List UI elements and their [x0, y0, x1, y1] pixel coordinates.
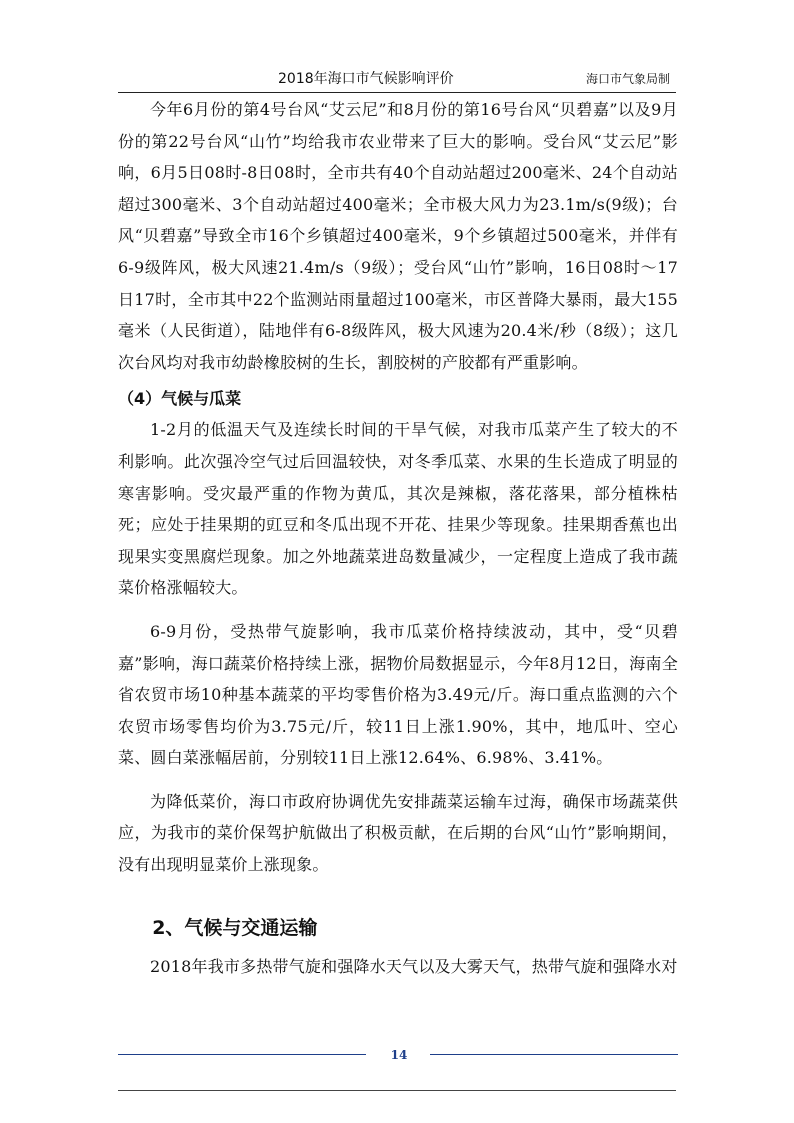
- subheading-climate-vegetables: （4）气候与瓜菜: [118, 389, 242, 409]
- paragraph-cold-drought-impact: 1-2月的低温天气及连续长时间的干旱气候，对我市瓜菜产生了较大的不利影响。此次强冷空气过后回温较快，对冬季瓜菜、水果的生长造成了明显的寒害影响。受灾最严重的作物为黄瓜，其次是辣椒，落花落果，部分植株枯死；应处于挂果期的豇豆和冬瓜出现不开花、挂果少等现象。挂果期香蕉也出现果实变黑腐烂现象。加之外地蔬菜进岛数量减少，一定程度上造成了我市蔬菜价格涨幅较大。: [118, 420, 678, 598]
- header-organization: 海口市气象局制: [585, 72, 670, 86]
- paragraph-typhoon-impact: 今年6月份的第4号台风“艾云尼”和8月份的第16号台风“贝碧嘉”以及9月份的第22号台风“山竹”均给我市农业带来了巨大的影响。受台风“艾云尼”影响，6月5日08时-8日08时，全市共有40个自动站超过200毫米、24个自动站超过300毫米、3个自动站超过400毫米；全市极大风力为23.1m/s(9级)；台风“贝碧嘉”导致全市16个乡镇超过400毫米，9个乡镇超过500毫米，并伴有6-9级阵风，极大风速21.4m/s（9级）；受台风“山竹”影响，16日08时～17日17时，全市其中22个监测站雨量超过100毫米，市区普降大暴雨，最大155毫米（人民街道），陆地伴有6-8级阵风，极大风速为20.4米/秒（8级）；这几次台风均对我市幼龄橡胶树的生长，割胶树的产胶都有严重影响。: [118, 100, 678, 372]
- page-number: 14: [390, 1048, 408, 1062]
- footer-rule-left: [118, 1054, 366, 1055]
- paragraph-vegetable-prices: 6-9月份，受热带气旋影响，我市瓜菜价格持续波动，其中，受“贝碧嘉”影响，海口蔬菜价格持续上涨，据物价局数据显示，今年8月12日，海南全省农贸市场10种基本蔬菜的平均零售价格为3.49元/斤。海口重点监测的六个农贸市场零售均价为3.75元/斤，较11日上涨1.90%，其中，地瓜叶、空心菜、圆白菜涨幅居前，分别较11日上涨12.64%、6.98%、3.41%。: [118, 621, 678, 768]
- footer-rule-right: [430, 1054, 678, 1055]
- footer-bottom-rule: [118, 1090, 676, 1091]
- paragraph-transport-intro: 2018年我市多热带气旋和强降水天气以及大雾天气，热带气旋和强降水对: [150, 956, 678, 976]
- paragraph-price-measures: 为降低菜价，海口市政府协调优先安排蔬菜运输车过海，确保市场蔬菜供应，为我市的菜价保驾护航做出了积极贡献，在后期的台风“山竹”影响期间，没有出现明显菜价上涨现象。: [118, 791, 678, 875]
- page-header: [118, 58, 676, 93]
- header-title: 2018年海口市气候影响评价: [278, 71, 454, 87]
- document-body: [118, 94, 678, 982]
- section-heading-transport: 2、气候与交通运输: [152, 916, 318, 939]
